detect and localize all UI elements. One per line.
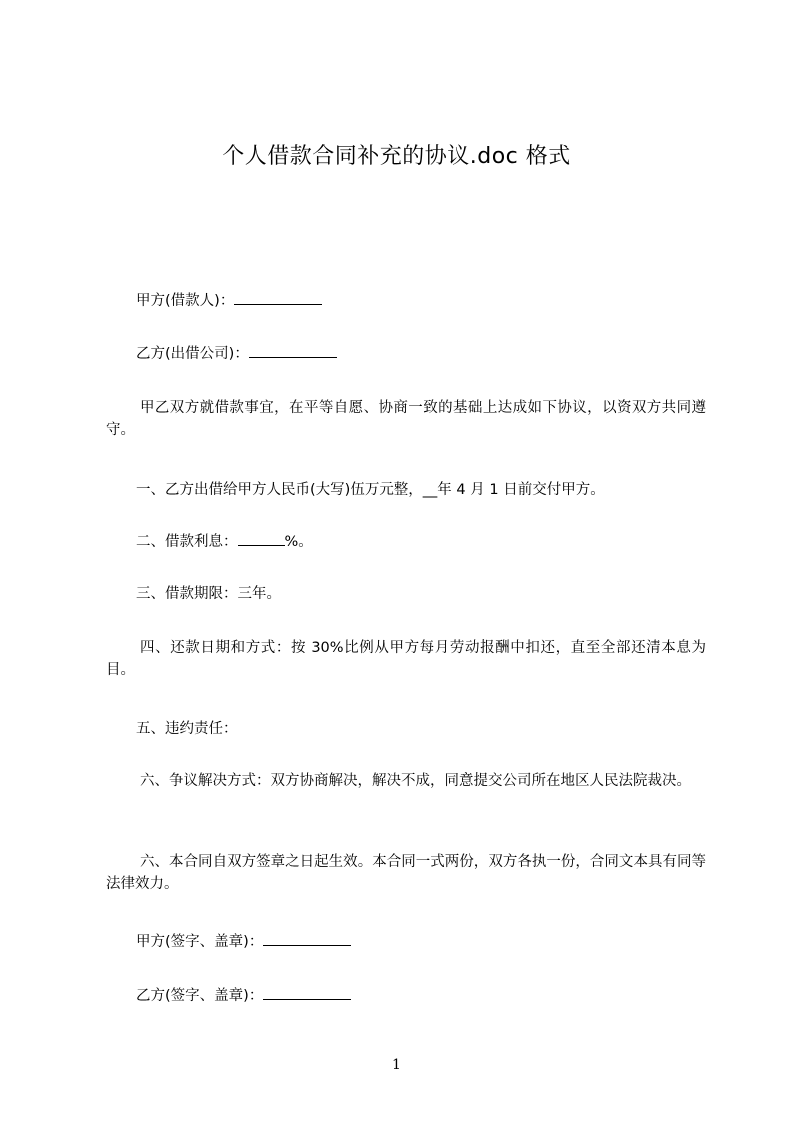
party-b-blank <box>249 343 337 358</box>
clause-2-label: 二、借款利息： <box>136 534 238 550</box>
signature-a-line <box>106 931 736 953</box>
clause-4-paragraph <box>106 637 706 681</box>
clause-7: 六、本合同自双方签章之日起生效。本合同一式两份，双方各执一份，合同文本具有同等法律效力。 <box>106 854 706 892</box>
clause-7-paragraph <box>106 851 706 895</box>
signature-a-blank <box>263 931 351 946</box>
preamble-text: 甲乙双方就借款事宜，在平等自愿、协商一致的基础上达成如下协议，以资双方共同遵守。 <box>106 400 706 438</box>
signature-b-label: 乙方(签字、盖章)： <box>136 988 264 1004</box>
clause-6: 六、争议解决方式：双方协商解决，解决不成，同意提交公司所在地区人民法院裁决。 <box>140 773 691 789</box>
document-title: 个人借款合同补充的协议.doc 格式 <box>222 144 571 169</box>
interest-rate-blank <box>238 531 285 546</box>
signature-b-line <box>106 985 736 1007</box>
party-a-label: 甲方(借款人)： <box>136 293 235 309</box>
clause-1: 一、乙方出借给甲方人民币(大写)伍万元整，__年 4 月 1 日前交付甲方。 <box>136 482 605 498</box>
party-a-blank <box>234 290 322 305</box>
clause-5: 五、违约责任： <box>136 721 238 737</box>
page-number: 1 <box>392 1057 401 1073</box>
clause-2 <box>106 531 736 553</box>
party-a-line <box>106 290 736 312</box>
clause-4: 四、还款日期和方式：按 30%比例从甲方每月劳动报酬中扣还，直至全部还清本息为目。 <box>106 640 706 678</box>
party-b-line <box>106 343 736 365</box>
signature-b-blank <box>263 985 351 1000</box>
signature-a-label: 甲方(签字、盖章)： <box>136 934 264 950</box>
clause-3: 三、借款期限：三年。 <box>136 586 281 602</box>
clause-2-suffix: %。 <box>284 534 313 550</box>
party-b-label: 乙方(出借公司)： <box>136 346 249 362</box>
preamble-paragraph <box>106 397 706 441</box>
clause-6-paragraph <box>106 770 706 792</box>
